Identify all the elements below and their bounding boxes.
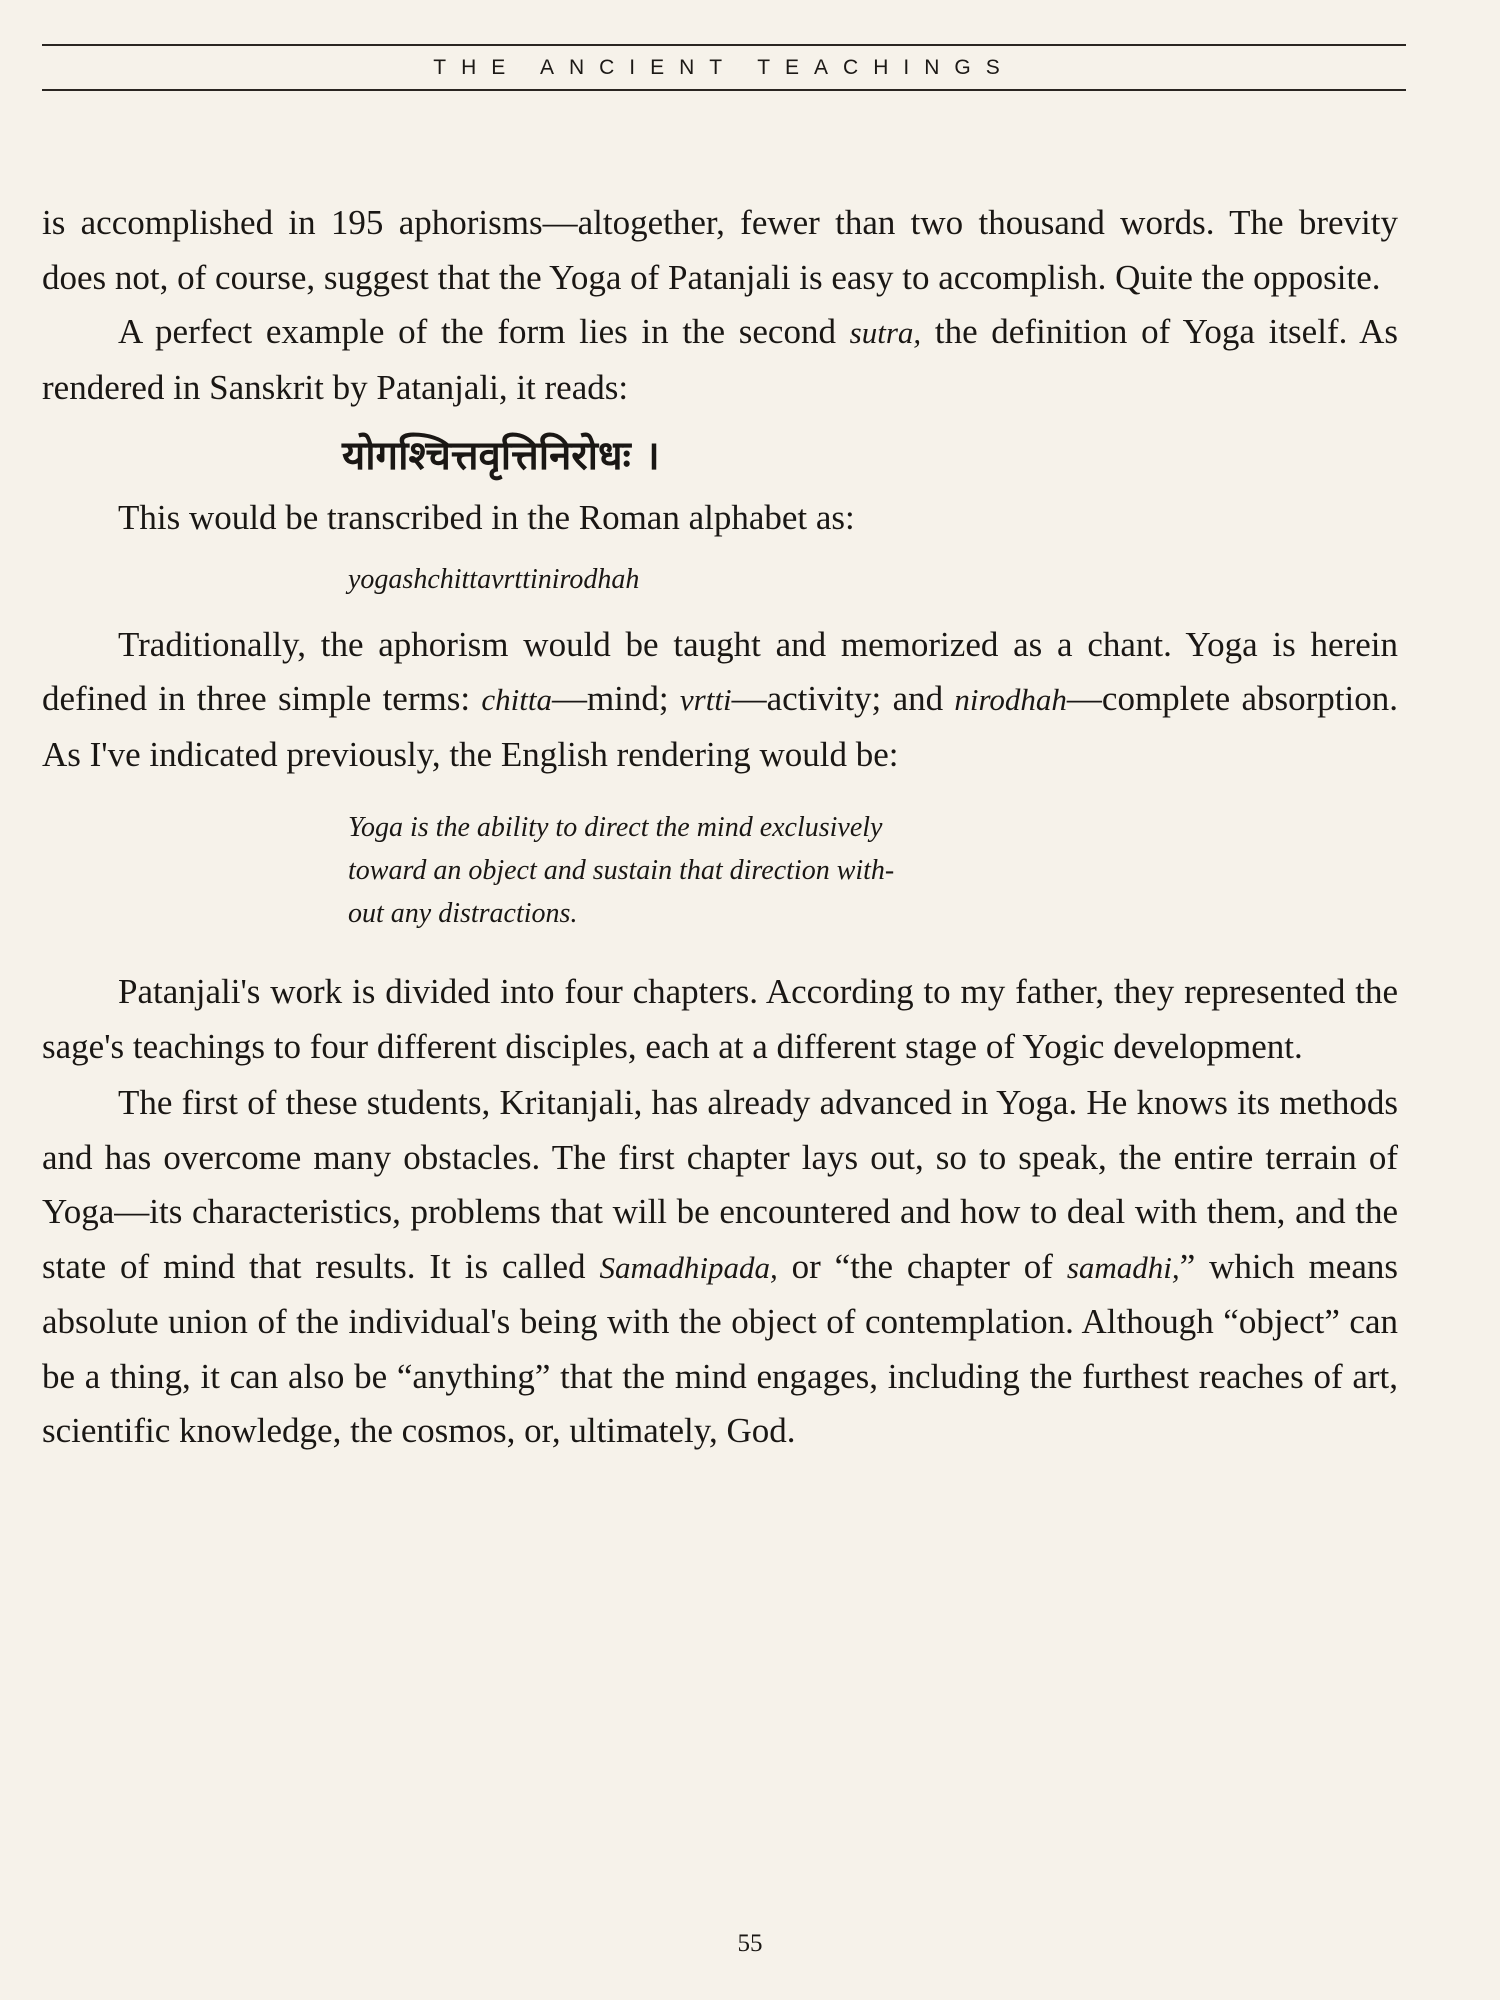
term-chitta: chitta [481,682,552,717]
block-quote [348,806,1108,935]
paragraph-4: Traditionally, the aphorism would be taught and memorized as a chant. Yoga is herein defined in three simple terms: chitta—mind; vrtti—activity; and nirodhah—complete absorption. As I've indicated previously, the English rendering would be: [42,624,1398,774]
paragraph-6: The first of these students, Kritanjali, has already advanced in Yoga. He knows its methods and has overcome many obstacles. The first chapter lays out, so to speak, the entire terrain of Yoga—its characteristics, problems that will be encountered and how to deal with them, and the state of mind that results. It is called Samadhipada, or “the chapter of samadhi,” which means absolute union of the individual's being with the object of contemplation. Although “object” can be a thing, it can also be “anything” that the mind engages, including the furthest reaches of art, scientific knowledge, the cosmos, or, ultimately, God. [42,1083,1398,1450]
header-bottom-rule [42,89,1406,91]
sanskrit-aphorism: योगश्चित्तवृत्तिनिरोधः । [342,433,660,479]
paragraph-1: is accomplished in 195 aphorisms—altogether, fewer than two thousand words. The brevity does not, of course, suggest that the Yoga of Patanjali is easy to accomplish. Quite the opposite. [42,203,1398,297]
running-title: THE ANCIENT TEACHINGS [433,56,1015,79]
paragraph-5: Patanjali's work is divided into four chapters. According to my father, they represented the sage's teachings to four different disciples, each at a different stage of Yogic development. [42,972,1398,1066]
quote-line: toward an object and sustain that direction with- [348,855,895,886]
term-nirodhah: nirodhah [954,682,1067,717]
transliteration: yogashchittavrttinirodhah [348,563,640,595]
term-samadhipada: Samadhipada, [599,1249,778,1285]
page-body [42,196,1398,1459]
quote-line: Yoga is the ability to direct the mind exclusively [348,812,883,843]
paragraph-2: A perfect example of the form lies in the second sutra, the definition of Yoga itself. As rendered in Sanskrit by Patanjali, it reads: [42,312,1398,407]
quote-line: out any distractions. [348,898,578,929]
page-number: 55 [737,1930,763,1957]
running-header [42,44,1406,91]
paragraph-3: This would be transcribed in the Roman alphabet as: [118,498,855,537]
term-sutra: sutra, [849,315,922,350]
term-samadhi: samadhi, [1066,1249,1180,1285]
term-vrtti: vrtti [679,682,732,717]
